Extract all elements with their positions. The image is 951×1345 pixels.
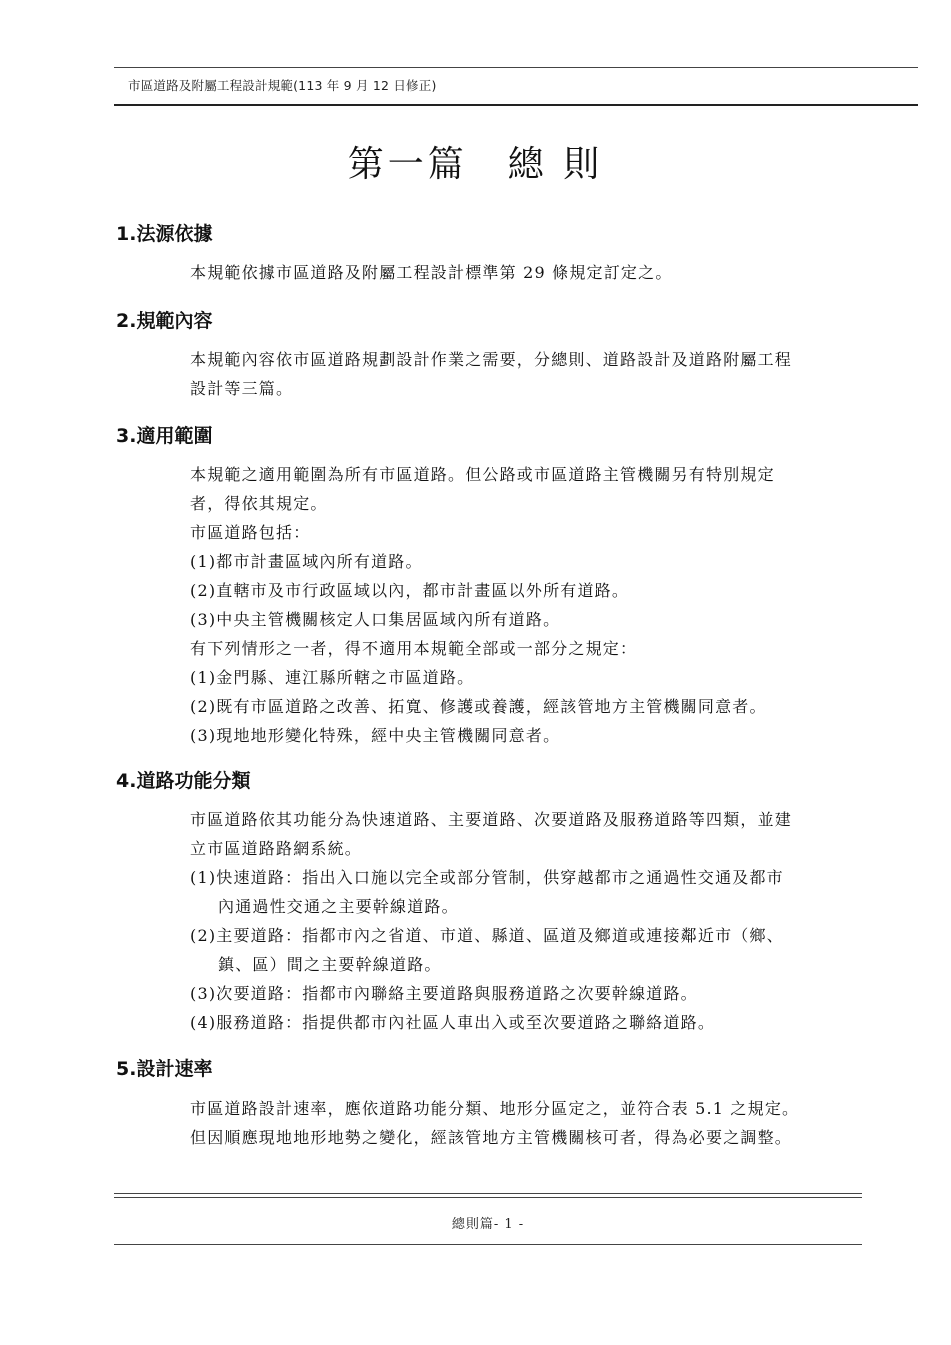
paragraph-line: 市區道路依其功能分為快速道路、主要道路、次要道路及服務道路等四類，並建 [190,810,793,829]
footer-rule-bottom [114,1244,862,1245]
section-heading-5: 5.設計速率 [116,1058,213,1080]
list-item: (1)快速道路：指出入口施以完全或部分管制，供穿越都市之通過性交通及都市 [190,868,784,887]
list-item-continuation: 內通過性交通之主要幹線道路。 [218,897,459,916]
paragraph-line: 立市區道路路網系統。 [190,839,363,858]
running-header: 市區道路及附屬工程設計規範(113 年 9 月 12 日修正) [128,78,437,93]
footer-rule-top [114,1193,862,1194]
section-body-3 [190,460,858,750]
paragraph-line: 本規範依據市區道路及附屬工程設計標準第 29 條規定訂定之。 [190,263,673,282]
chapter-title: 第一篇 總 則 [347,144,604,185]
section-body-1 [190,258,858,287]
list-item-continuation: 鎮、區）間之主要幹線道路。 [218,955,442,974]
paragraph-line: 本規範之適用範圍為所有市區道路。但公路或市區道路主管機關另有特別規定 [190,465,775,484]
section-body-4 [190,805,858,1037]
section-body-2 [190,345,858,403]
paragraph-line: 但因順應現地地形地勢之變化，經該管地方主管機關核可者，得為必要之調整。 [190,1128,793,1147]
paragraph-line: 本規範內容依市區道路規劃設計作業之需要，分總則、道路設計及道路附屬工程 [190,350,793,369]
paragraph-line: 設計等三篇。 [190,379,294,398]
paragraph-line: 有下列情形之一者，得不適用本規範全部或一部分之規定： [190,639,638,658]
list-item: (2)既有市區道路之改善、拓寬、修護或養護，經該管地方主管機關同意者。 [190,697,767,716]
list-item: (3)次要道路：指都市內聯絡主要道路與服務道路之次要幹線道路。 [190,984,698,1003]
section-heading-4: 4.道路功能分類 [116,770,251,792]
section-heading-2: 2.規範內容 [116,310,213,332]
page-number: 總則篇- 1 - [451,1217,525,1232]
list-item: (3)現地地形變化特殊，經中央主管機關同意者。 [190,726,561,745]
list-item: (2)直轄市及市行政區域以內，都市計畫區以外所有道路。 [190,581,630,600]
paragraph-line: 市區道路設計速率，應依道路功能分類、地形分區定之，並符合表 5.1 之規定。 [190,1099,800,1118]
section-heading-1: 1.法源依據 [116,223,213,245]
list-item: (1)都市計畫區域內所有道路。 [190,552,423,571]
list-item: (1)金門縣、連江縣所轄之市區道路。 [190,668,475,687]
section-heading-3: 3.適用範圍 [116,425,213,447]
list-item: (3)中央主管機關核定人口集居區域內所有道路。 [190,610,561,629]
list-item: (2)主要道路：指都市內之省道、市道、縣道、區道及鄉道或連接鄰近市（鄉、 [190,926,784,945]
footer-rule-top-double [114,1197,862,1198]
paragraph-line: 者，得依其規定。 [190,494,328,513]
header-rule-top [114,67,918,68]
section-body-5 [190,1094,858,1152]
list-item: (4)服務道路：指提供都市內社區人車出入或至次要道路之聯絡道路。 [190,1013,716,1032]
header-rule-bottom [114,104,918,106]
paragraph-line: 市區道路包括： [190,523,311,542]
